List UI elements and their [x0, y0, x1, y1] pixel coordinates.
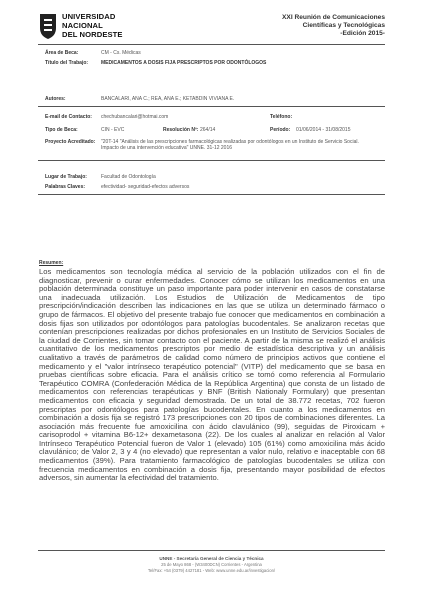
- header: [38, 10, 385, 46]
- summary-label: Resumen:: [39, 260, 64, 266]
- header-divider: [38, 44, 385, 45]
- email-label: E-mail de Contacto:: [45, 114, 92, 120]
- resolution-label: Resolución Nº:: [163, 127, 199, 133]
- type-label: Tipo de Beca:: [45, 127, 78, 133]
- summary-text: Los medicamentos son tecnología médica al servicio de la población utilizados con el fin de diagnosticar, prevenir o curar enfermedades. Conocer cómo se utilizan los medicamentos en una población determinada constituye un paso importante para poder intervenir en casos de constatarse una inadecuada utilización. Los Estudios de Utilización de Medicamentos de tipo prescripción/indicación describen las indicaciones en las que se utiliza un determinado fármaco o grupo de fármacos. El objetivo del presente trabajo fue conocer que medicamentos en combinación a dosis fijas son utilizados por odontólogos para patologías bucodentales. Se analizaron recetas que contenían prescripciones realizadas por dichos profesionales en un Instituto de Servicios Sociales de la ciudad de Corrientes, sin tomar contacto con el paciente. A partir de la misma se realizó el análisis cuantitativo de los medicamentos prescriptos por medio de estadística descriptiva y un análisis cualitativo a través de parámetros de calidad como número de principios activos que contiene el medicamento y el "valor intrínseco terapéutico potencial" (VITP) del medicamento que se basa en pruebas científicas sobre eficacia. Para el análisis crítico se tomó como referencia al Formulario Terapéutico COMRA (Confederación Médica de la República Argentina) que consta de un listado de medicamentos con referencias terapéuticas y BNF (British Nationaly Formulary) que presentan medicamentos con eficacia y seguridad demostrada. De un total de 38.772 recetas, 702 fueron prescriptas por odontólogos para patologías bucodentales. En cuanto a los medicamentos en combinación a dosis fija se registró 173 prescripciones con 20 tipos de combinaciones diferentes. La asociación más frecuente fue amoxicilina con ácido clavulánico (99), seguidas de Piroxicam + carisoprodol + vitamina B6-12+ dexametasona (22). De los cuales al analizar en relación al Valor Intrínseco Terapéutico Potencial fueron de Valor 1 (elevado) 105 (61%) como amoxicilina más ácido clavulánico; de Valor 2, 3 y 4 (no elevado) que representan a valor nulo, relativo e inaceptable con 68 medicamentos (39%). Para tratamiento farmacológico de patologías bucodentales se utiliza con frecuencia medicamentos en combinación a dosis fija, presentando mayor posibilidad de efectos adversos, sin aumentar la efectividad del tratamiento.: [39, 267, 385, 483]
- authors-value: BANCALARI, ANA C.; REA, ANA E.; KETABDIN VIVIANA E.: [101, 96, 235, 102]
- period-label: Período:: [270, 127, 291, 133]
- keywords-value: efectividad- seguridad-efectos adversos: [101, 184, 190, 190]
- footer: [0, 556, 423, 573]
- type-value: CIN - EVC: [101, 127, 125, 133]
- university-name-line: UNIVERSIDAD: [62, 12, 116, 21]
- email-value: chechubancalari@hotmai.com: [101, 114, 169, 120]
- phone-label: Teléfono:: [270, 114, 293, 120]
- project-label: Proyecto Acreditado:: [45, 139, 96, 145]
- keywords-label: Palabras Claves:: [45, 184, 86, 190]
- footer-contact: Tel/Fax: +54 (0379) 4427181 - Web: www.unne.edu.ar/investigacion/: [147, 567, 276, 573]
- authors-label: Autores:: [45, 96, 66, 102]
- section-divider: [38, 106, 385, 107]
- conference-line: -Edición 2015-: [340, 30, 385, 37]
- section-divider: [38, 160, 385, 161]
- title-value: MEDICAMENTOS A DOSIS FIJA PRESCRIPTOS POR ODONTÓLOGOS: [101, 60, 267, 66]
- conference-line: XXI Reunión de Comunicaciones: [282, 14, 385, 21]
- project-value: "20T-14 "Análisis de las prescripciones farmacológicas realizadas por odontólogos en un Instituto de Servicio Social. Impacto de una intervención educativa" UNNE. 31-12 2016: [101, 139, 359, 151]
- resolution-value: 264/14: [200, 127, 216, 133]
- place-label: Lugar de Trabajo:: [45, 174, 87, 180]
- university-name-line: NACIONAL: [62, 21, 103, 30]
- section-divider: [38, 194, 385, 195]
- footer-org: UNNE - Secretaría General de Ciencia y Técnica: [159, 556, 264, 561]
- university-name: [62, 12, 123, 39]
- title-label: Título del Trabajo:: [45, 60, 89, 66]
- period-value: 01/06/2014 - 31/08/2015: [296, 127, 351, 133]
- university-logo-icon: [38, 12, 58, 40]
- footer-divider: [38, 550, 385, 551]
- footer-address: 25 de Mayo 868 - (W3400DCN) Corrientes - Argentina: [161, 562, 262, 567]
- area-label: Área de Beca:: [45, 50, 79, 56]
- conference-line: Científicas y Tecnológicas: [302, 22, 385, 29]
- place-value: Facultad de Odontología: [101, 174, 156, 180]
- area-value: CM - Cs. Médicas: [101, 50, 141, 56]
- university-name-line: DEL NORDESTE: [62, 30, 123, 39]
- conference-title: [282, 14, 385, 38]
